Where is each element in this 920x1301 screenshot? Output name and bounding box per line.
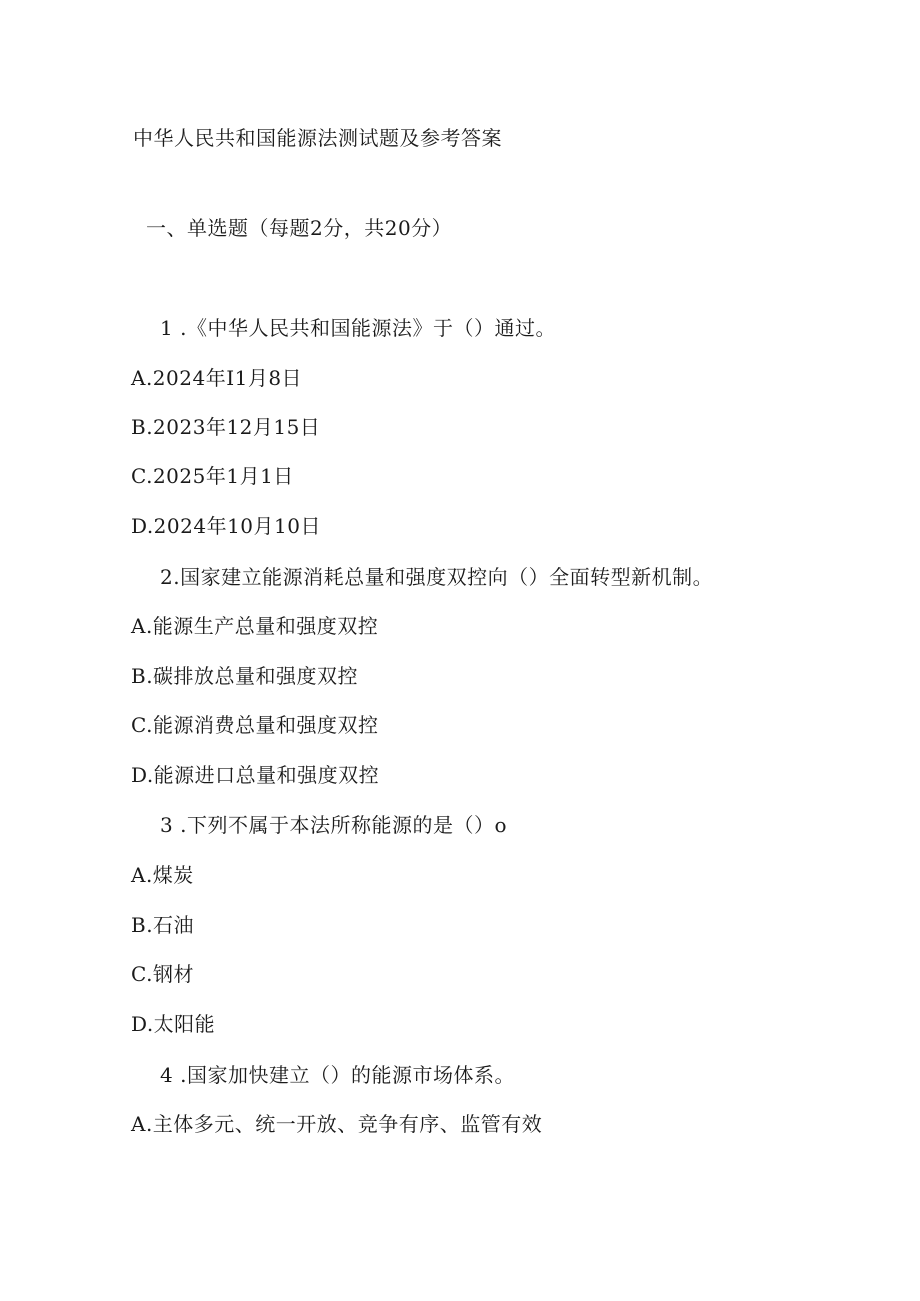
question-3-option-a: A.煤炭 [131, 863, 194, 887]
question-1-option-b: B.2023年12月15日 [131, 415, 321, 439]
question-2-option-d: D.能源进口总量和强度双控 [131, 763, 380, 787]
question-3-option-c: C.钢材 [131, 962, 194, 986]
question-4-option-a: A.主体多元、统一开放、竞争有序、监管有效 [131, 1112, 543, 1136]
document-title: 中华人民共和国能源法测试题及参考答案 [133, 126, 502, 150]
question-3-option-b: B.石油 [131, 913, 195, 937]
section-heading: 一、单选题（每题2分，共20分） [146, 216, 453, 240]
question-1-option-d: D.2024年10月10日 [131, 514, 321, 538]
question-1-option-c: C.2025年1月1日 [131, 464, 294, 488]
question-4-stem: 4 .国家加快建立（）的能源市场体系。 [160, 1063, 515, 1087]
question-2-option-b: B.碳排放总量和强度双控 [131, 664, 359, 688]
question-3-option-d: D.太阳能 [131, 1012, 216, 1036]
question-1-stem: 1 .《中华人民共和国能源法》于（）通过。 [160, 316, 556, 340]
question-2-option-a: A.能源生产总量和强度双控 [131, 614, 379, 638]
question-1-option-a: A.2024年I1月8日 [131, 366, 303, 390]
question-2-option-c: C.能源消费总量和强度双控 [131, 713, 379, 737]
question-2-stem: 2.国家建立能源消耗总量和强度双控向（）全面转型新机制。 [160, 565, 714, 589]
question-3-stem: 3 .下列不属于本法所称能源的是（）o [160, 813, 507, 837]
